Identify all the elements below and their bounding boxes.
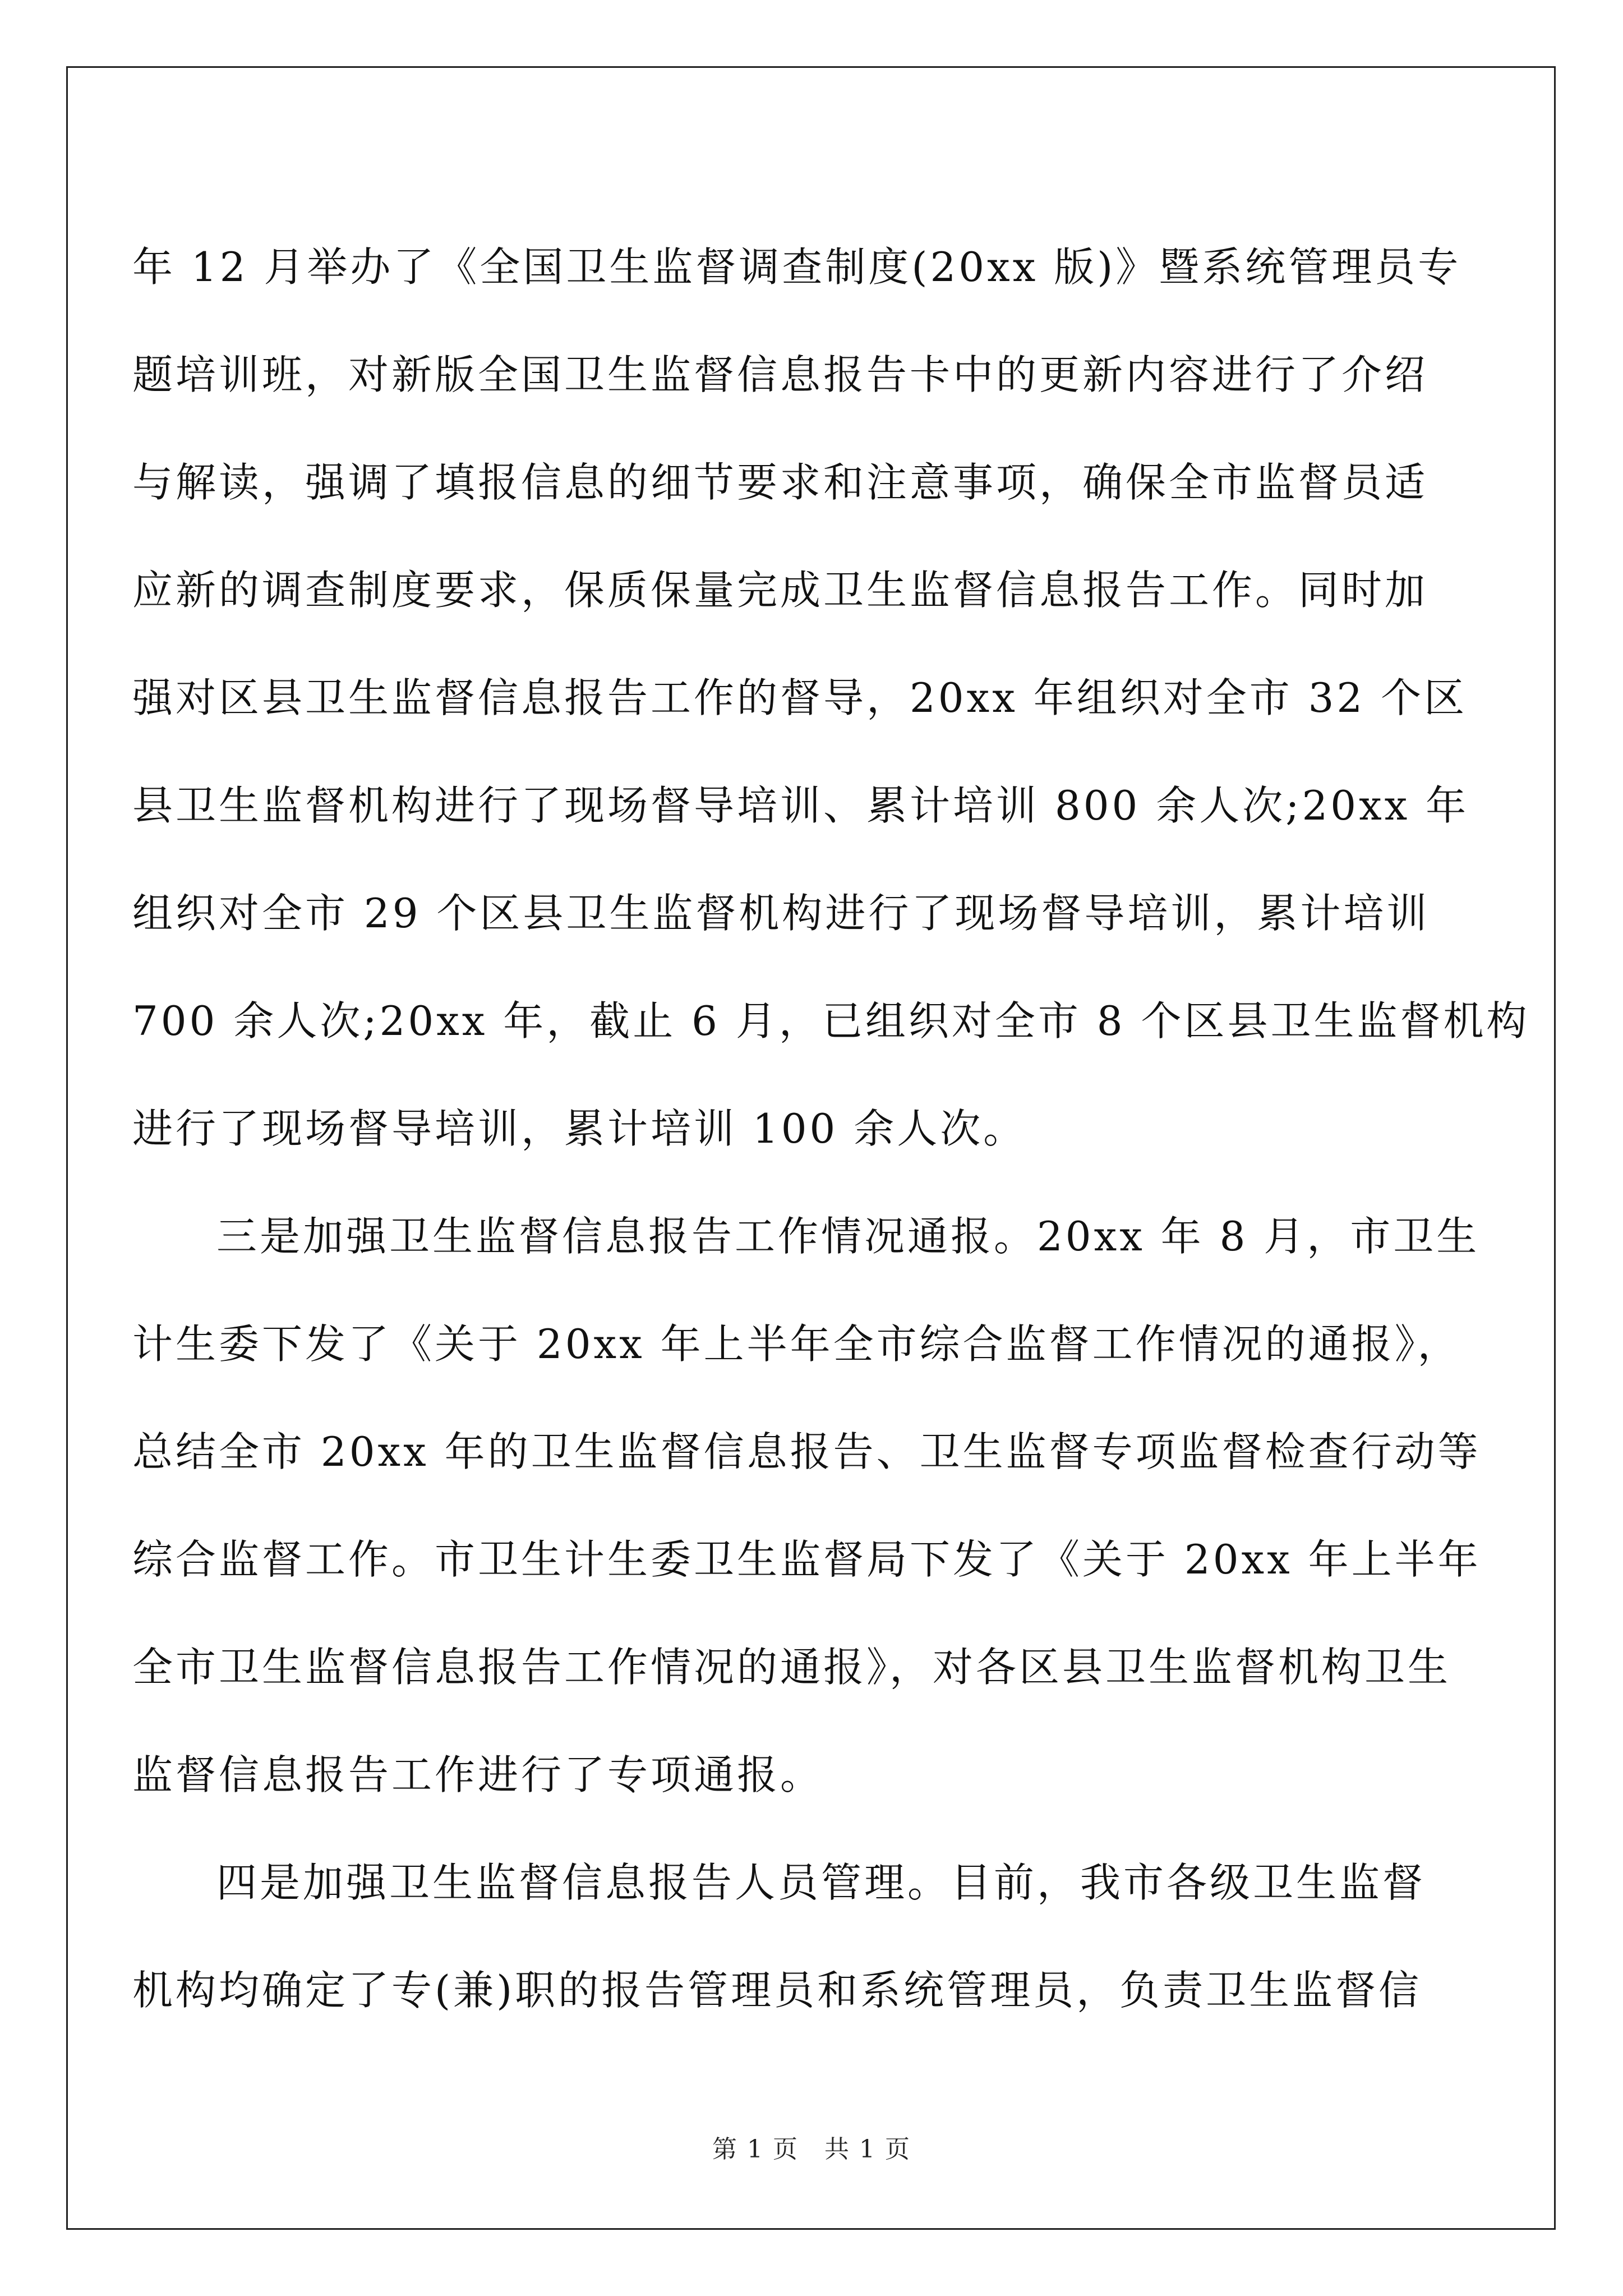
text-line: 进行了现场督导培训，累计培训 100 余人次。 bbox=[132, 1105, 1027, 1152]
text-line: 年 12 月举办了《全国卫生监督调查制度(20xx 版)》暨系统管理员专 bbox=[132, 243, 1461, 291]
text-line: 组织对全市 29 个区县卫生监督机构进行了现场督导培训，累计培训 bbox=[132, 890, 1430, 937]
text-line: 总结全市 20xx 年的卫生监督信息报告、卫生监督专项监督检查行动等 bbox=[132, 1428, 1481, 1475]
page-number-footer: 第 1 页 共 1 页 bbox=[712, 2135, 911, 2164]
paragraph-3 bbox=[132, 1829, 1426, 2044]
text-line: 监督信息报告工作进行了专项通报。 bbox=[132, 1751, 824, 1798]
paragraph-1 bbox=[132, 213, 1530, 1182]
text-line: 三是加强卫生监督信息报告工作情况通报。20xx 年 8 月，市卫生 bbox=[216, 1213, 1480, 1260]
text-line: 题培训班，对新版全国卫生监督信息报告卡中的更新内容进行了介绍 bbox=[132, 351, 1428, 398]
document-body bbox=[132, 213, 1530, 2044]
text-line: 四是加强卫生监督信息报告人员管理。目前，我市各级卫生监督 bbox=[216, 1859, 1426, 1906]
text-line: 应新的调查制度要求，保质保量完成卫生监督信息报告工作。同时加 bbox=[132, 567, 1428, 614]
paragraph-2 bbox=[132, 1182, 1481, 1829]
text-line: 县卫生监督机构进行了现场督导培训、累计培训 800 余人次;20xx 年 bbox=[132, 782, 1469, 829]
text-line: 机构均确定了专(兼)职的报告管理员和系统管理员，负责卫生监督信 bbox=[132, 1967, 1422, 2014]
text-line: 700 余人次;20xx 年，截止 6 月，已组织对全市 8 个区县卫生监督机构 bbox=[132, 997, 1530, 1045]
text-line: 强对区县卫生监督信息报告工作的督导，20xx 年组织对全市 32 个区 bbox=[132, 674, 1468, 721]
text-line: 与解读，强调了填报信息的细节要求和注意事项，确保全市监督员适 bbox=[132, 459, 1428, 506]
text-line: 综合监督工作。市卫生计生委卫生监督局下发了《关于 20xx 年上半年 bbox=[132, 1536, 1481, 1583]
text-line: 全市卫生监督信息报告工作情况的通报》，对各区县卫生监督机构卫生 bbox=[132, 1644, 1451, 1691]
text-line: 计生委下发了《关于 20xx 年上半年全市综合监督工作情况的通报》， bbox=[132, 1320, 1461, 1368]
